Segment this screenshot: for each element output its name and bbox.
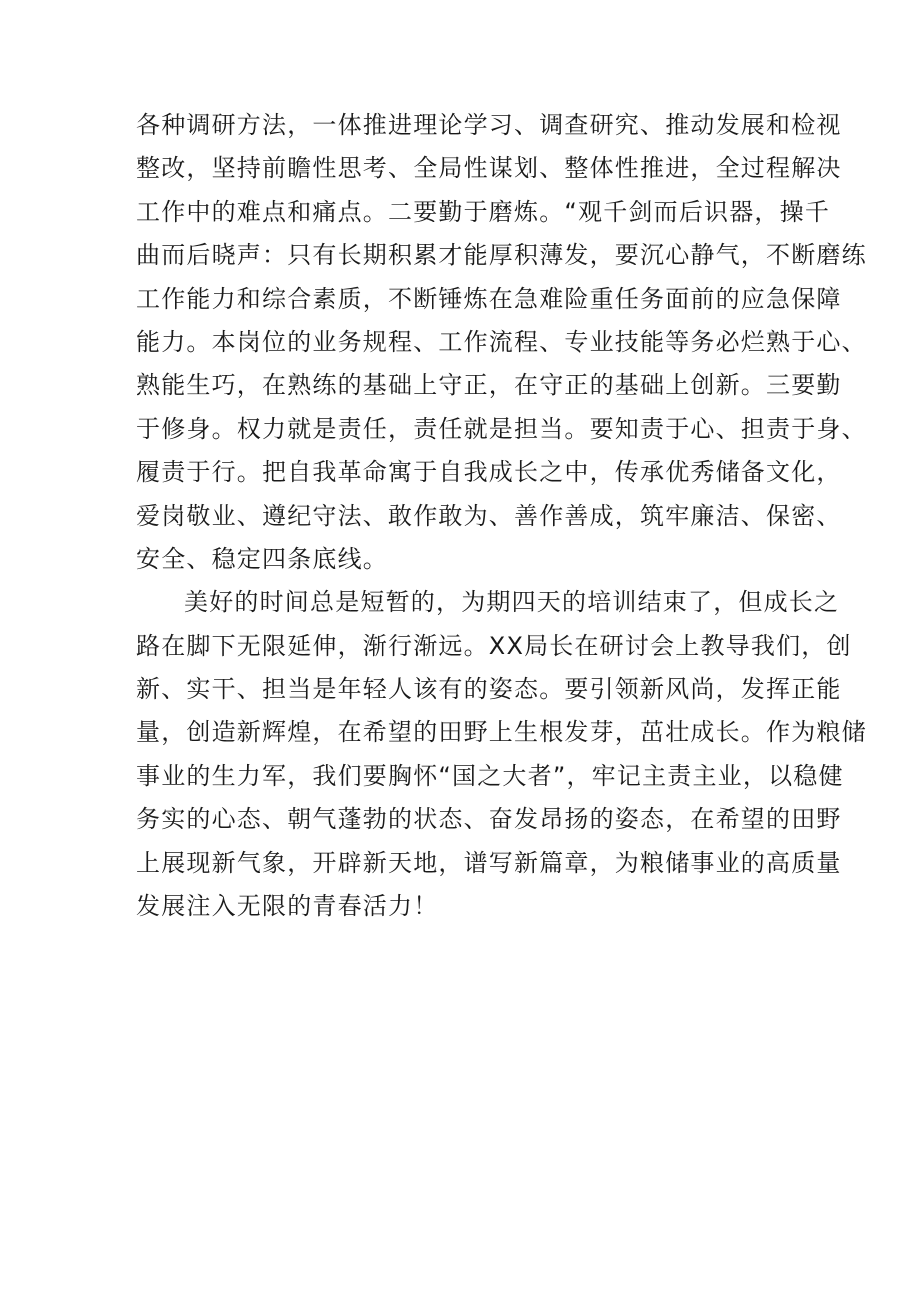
paragraph-1 xyxy=(136,104,867,581)
text-line: 路在脚下无限延伸，渐行渐远。XX局长在研讨会上教导我们，创 xyxy=(136,631,852,660)
text-line: 各种调研方法，一体推进理论学习、调查研究、推动发展和检视 xyxy=(136,111,842,139)
text-line: 量，创造新辉煌，在希望的田野上生根发芽，茁壮成长。作为粮储 xyxy=(136,718,867,747)
text-line: 履责于行。把自我革命寓于自我成长之中，传承优秀储备文化， xyxy=(136,458,842,487)
text-line: 发展注入无限的青春活力！ xyxy=(136,892,439,921)
text-line: 上展现新气象，开辟新天地，谱写新篇章，为粮储事业的高质量 xyxy=(136,848,842,877)
text-line: 于修身。权力就是责任，责任就是担当。要知责于心、担责于身、 xyxy=(136,414,867,443)
text-line: 安全、稳定四条底线。 xyxy=(136,544,388,573)
text-line-indented: 美好的时间总是短暂的，为期四天的培训结束了，但成长之 xyxy=(184,588,840,617)
text-line: 熟能生巧，在熟练的基础上守正，在守正的基础上创新。三要勤 xyxy=(136,371,842,400)
text-line: 能力。本岗位的业务规程、工作流程、专业技能等务必烂熟于心、 xyxy=(136,327,867,356)
document-body xyxy=(136,104,867,928)
text-line: 事业的生力军，我们要胸怀“国之大者”，牢记主责主业，以稳健 xyxy=(136,761,844,790)
text-line: 工作中的难点和痛点。二要勤于磨炼。“观千剑而后识器，操千 xyxy=(136,197,831,226)
text-line: 曲而后晓声：只有长期积累才能厚积薄发，要沉心静气，不断磨练 xyxy=(136,241,867,270)
text-line: 务实的心态、朝气蓬勃的状态、奋发昂扬的姿态，在希望的田野 xyxy=(136,805,842,834)
paragraph-2 xyxy=(136,581,867,928)
text-line: 爱岗敬业、遵纪守法、敢作敢为、善作善成，筑牢廉洁、保密、 xyxy=(136,501,842,530)
text-line: 新、实干、担当是年轻人该有的姿态。要引领新风尚，发挥正能 xyxy=(136,675,842,704)
text-line: 工作能力和综合素质，不断锤炼在急难险重任务面前的应急保障 xyxy=(136,284,842,313)
text-line: 整改，坚持前瞻性思考、全局性谋划、整体性推进，全过程解决 xyxy=(136,154,842,183)
